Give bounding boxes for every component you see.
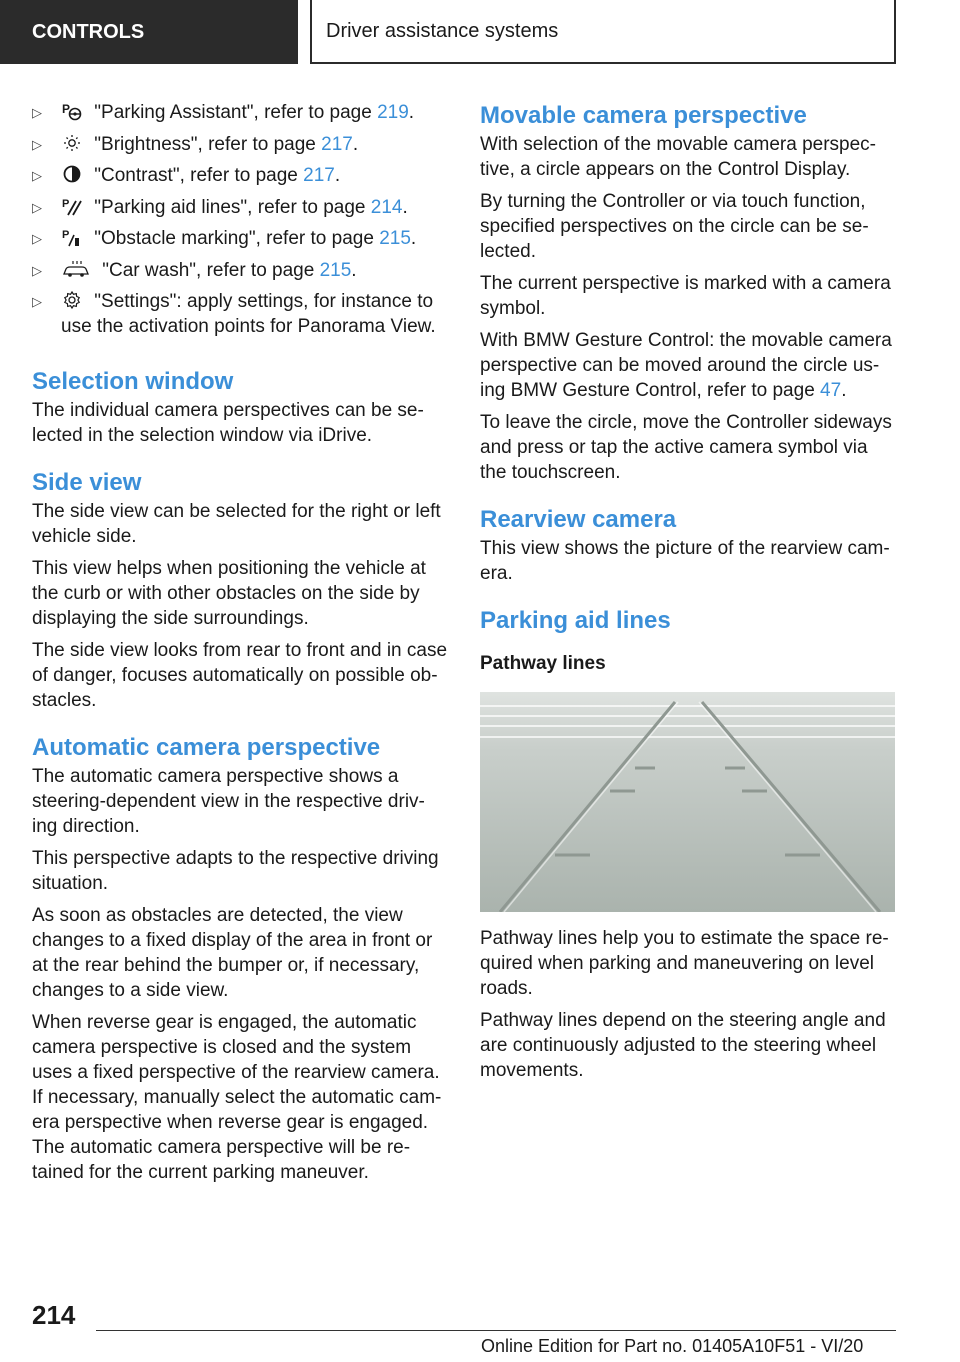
paragraph: This view shows the picture of the rearview cam-era.: [480, 538, 890, 584]
paragraph: When reverse gear is engaged, the automatic camera perspective is closed and the system uses a fixed perspective of the rearview camera. If necessary, manually select the automatic cam-era perspective when reverse gear is engaged. The automatic camera perspective will be re-tained for the current parking maneuver.: [32, 1011, 442, 1183]
paragraph: The automatic camera perspective shows a steering-dependent view in the respective driv-ing direction.: [32, 765, 425, 837]
paragraph: This perspective adapts to the respective driving situation.: [32, 847, 439, 894]
bullet-triangle-icon: ▷: [32, 105, 42, 120]
paragraph: This view helps when positioning the vehicle at the curb or with other obstacles on the side by displaying the side surroundings.: [32, 557, 426, 629]
list-item: ▷ P "Obstacle marking", refer to page 215.: [32, 228, 417, 249]
section-heading: Parking aid lines: [480, 607, 671, 634]
paragraph: As soon as obstacles are detected, the view changes to a fixed display of the area in front or at the rear behind the bumper or, if necessary, changes to a side view.: [32, 904, 433, 1001]
svg-text:P: P: [62, 102, 71, 116]
left-column: [32, 100, 450, 1192]
paragraph: The individual camera perspectives can be se-lected in the selection window via iDrive.: [32, 399, 424, 446]
list-item: ▷ "Contrast", refer to page 217.: [32, 165, 341, 186]
svg-text:P: P: [62, 197, 70, 210]
page-link[interactable]: 215: [379, 228, 411, 249]
settings-icon: [61, 290, 83, 310]
svg-text:P: P: [62, 229, 70, 241]
contrast-icon: [61, 164, 83, 184]
car-wash-icon: [61, 259, 91, 279]
page-number: 214: [32, 1300, 76, 1330]
paragraph: The side view looks from rear to front and in case of danger, focuses automatically on possible ob-stacles.: [32, 639, 448, 711]
page-link[interactable]: 217: [321, 133, 353, 155]
page-header: [0, 0, 960, 66]
list-item: ▷ P "Parking aid lines", refer to page 214.: [32, 196, 408, 218]
brightness-icon: [61, 133, 83, 153]
section-heading: Selection window: [32, 367, 234, 395]
paragraph: The side view can be selected for the right or left vehicle side.: [32, 500, 441, 547]
page-link[interactable]: 219: [377, 102, 409, 123]
paragraph: Pathway lines help you to estimate the space re-quired when parking and maneuvering on level roads.: [480, 928, 889, 999]
parking-assistant-icon: [61, 101, 83, 121]
edition-text: Online Edition for Part no. 01405A10F51 - VI/20: [481, 1336, 864, 1356]
pathway-lines-illustration: [480, 692, 895, 912]
section-heading: Automatic camera perspective: [32, 733, 381, 761]
list-item: ▷ "Settings": apply settings, for instance to use the activation points for Panorama View.: [32, 291, 436, 337]
subheading: Pathway lines: [480, 653, 606, 674]
paragraph: With selection of the movable camera perspec-tive, a circle appears on the Control Display.: [480, 134, 877, 180]
chapter-title[interactable]: Driver assistance systems: [310, 0, 896, 64]
section-heading: Rearview camera: [480, 506, 677, 533]
paragraph: The current perspective is marked with a camera symbol.: [480, 273, 891, 319]
page-link[interactable]: 217: [303, 165, 335, 186]
list-item: ▷ P "Parking Assistant", refer to page 219.: [32, 102, 415, 123]
bullet-triangle-icon: ▷: [32, 231, 42, 246]
paragraph: To leave the circle, move the Controller sideways and press or tap the active camera symbol via the touchscreen.: [480, 412, 892, 483]
bullet-triangle-icon: ▷: [32, 199, 42, 215]
page-link[interactable]: 214: [370, 196, 403, 218]
obstacle-marking-icon: [61, 227, 83, 247]
paragraph: Pathway lines depend on the steering angle and are continuously adjusted to the steering wheel movements.: [480, 1010, 886, 1081]
page-link[interactable]: 215: [319, 259, 352, 281]
section-tab[interactable]: CONTROLS: [0, 0, 298, 64]
list-item: ▷ "Brightness", refer to page 217.: [32, 133, 359, 155]
list-item: ▷ "Car wash", refer to page 215.: [32, 259, 357, 281]
paragraph: By turning the Controller or via touch function, specified perspectives on the circle can be se-lected.: [480, 191, 869, 262]
bullet-triangle-icon: ▷: [32, 136, 42, 152]
paragraph: With BMW Gesture Control: the movable camera perspective can be moved around the circle us-ing BMW Gesture Control, refer to page 47.: [480, 330, 892, 401]
section-heading: Movable camera perspective: [480, 102, 807, 129]
bullet-triangle-icon: ▷: [32, 168, 42, 183]
bullet-triangle-icon: ▷: [32, 262, 42, 278]
page-link[interactable]: 47: [820, 380, 842, 401]
bullet-triangle-icon: ▷: [32, 294, 42, 309]
parking-aid-lines-icon: [61, 196, 83, 216]
section-heading: Side view: [32, 468, 142, 496]
right-column: [480, 100, 898, 1090]
footer-divider: [96, 1330, 896, 1331]
